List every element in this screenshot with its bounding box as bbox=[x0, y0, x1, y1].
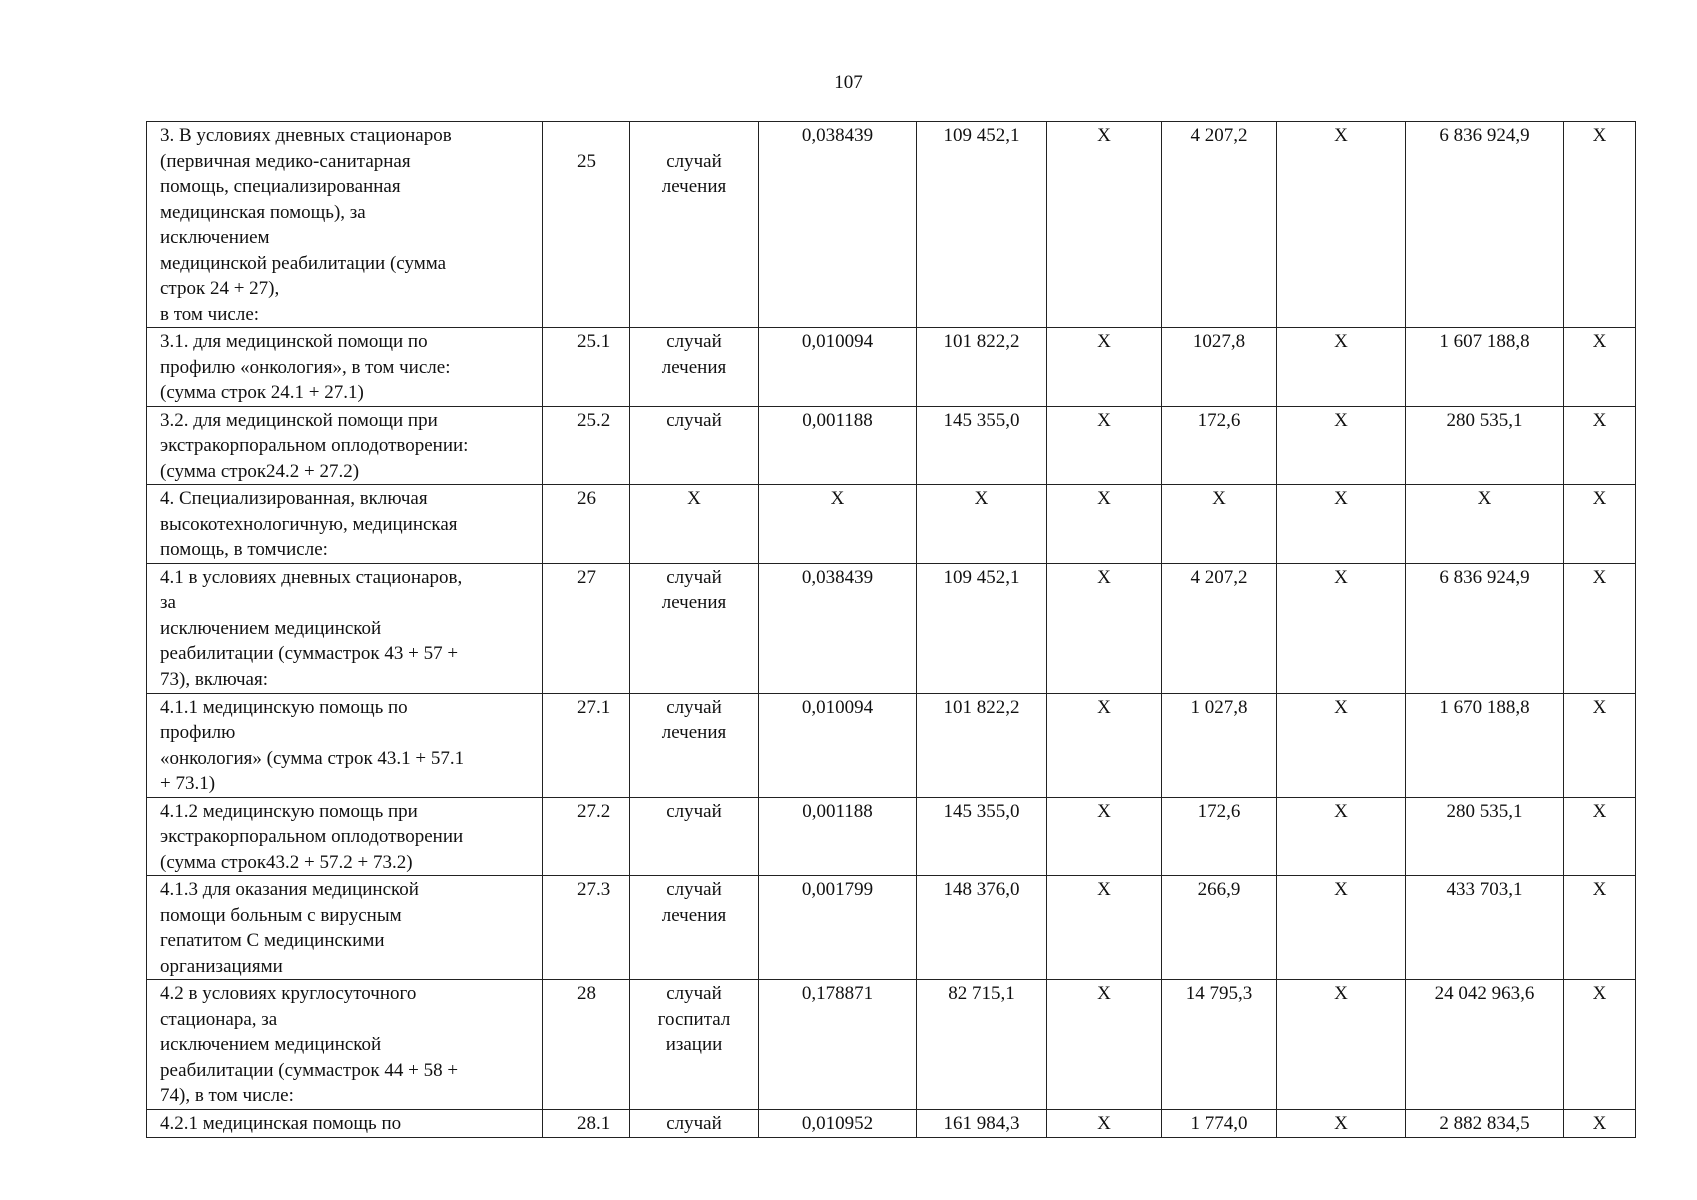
cell-value-2: 148 376,0 bbox=[917, 876, 1047, 980]
row-number: 25.2 bbox=[543, 406, 630, 485]
row-number: 27.2 bbox=[543, 797, 630, 876]
row-unit: случай госпитал изации bbox=[630, 980, 759, 1110]
cell-value-3: Х bbox=[1047, 876, 1162, 980]
row-description: 4.1.2 медицинскую помощь при экстракорпоральном оплодотворении (сумма строк43.2 + 57.2 + 73.2) bbox=[147, 797, 543, 876]
cell-value-5: Х bbox=[1277, 122, 1406, 328]
cell-value-3: Х bbox=[1047, 122, 1162, 328]
row-unit: случай лечения bbox=[630, 122, 759, 328]
cell-value-4: 4 207,2 bbox=[1162, 563, 1277, 693]
cell-value-6: 433 703,1 bbox=[1406, 876, 1564, 980]
cell-value-1: 0,001799 bbox=[759, 876, 917, 980]
cell-value-3: Х bbox=[1047, 406, 1162, 485]
table-row bbox=[147, 563, 1636, 693]
cell-value-6: Х bbox=[1406, 485, 1564, 564]
cell-value-3: Х bbox=[1047, 797, 1162, 876]
cell-value-7: Х bbox=[1564, 980, 1636, 1110]
row-unit: случай bbox=[630, 406, 759, 485]
cell-value-4: 266,9 bbox=[1162, 876, 1277, 980]
row-description: 3. В условиях дневных стационаров (первичная медико-санитарная помощь, специализированная медицинская помощь), за исключением медицинской реабилитации (сумма строк 24 + 27), в том числе: bbox=[147, 122, 543, 328]
cell-value-6: 280 535,1 bbox=[1406, 797, 1564, 876]
page-number: 107 bbox=[834, 72, 863, 93]
cell-value-4: 1 027,8 bbox=[1162, 693, 1277, 797]
cell-value-7: Х bbox=[1564, 485, 1636, 564]
cell-value-6: 280 535,1 bbox=[1406, 406, 1564, 485]
cell-value-7: Х bbox=[1564, 876, 1636, 980]
cell-value-1: 0,038439 bbox=[759, 122, 917, 328]
cell-value-3: Х bbox=[1047, 485, 1162, 564]
table-row bbox=[147, 797, 1636, 876]
cell-value-4: 172,6 bbox=[1162, 406, 1277, 485]
cell-value-3: Х bbox=[1047, 328, 1162, 407]
cell-value-1: 0,010094 bbox=[759, 693, 917, 797]
cell-value-2: 109 452,1 bbox=[917, 122, 1047, 328]
cell-value-4: 1027,8 bbox=[1162, 328, 1277, 407]
cell-value-5: Х bbox=[1277, 485, 1406, 564]
row-number: 28.1 bbox=[543, 1110, 630, 1138]
cell-value-3: Х bbox=[1047, 693, 1162, 797]
cell-value-6: 6 836 924,9 bbox=[1406, 563, 1564, 693]
cell-value-2: 101 822,2 bbox=[917, 693, 1047, 797]
row-unit: случай bbox=[630, 797, 759, 876]
cell-value-4: 14 795,3 bbox=[1162, 980, 1277, 1110]
cell-value-7: Х bbox=[1564, 328, 1636, 407]
table-row bbox=[147, 1110, 1636, 1138]
cell-value-3: Х bbox=[1047, 980, 1162, 1110]
table-row bbox=[147, 876, 1636, 980]
cell-value-5: Х bbox=[1277, 876, 1406, 980]
cell-value-2: Х bbox=[917, 485, 1047, 564]
cell-value-5: Х bbox=[1277, 693, 1406, 797]
row-description: 4.1.3 для оказания медицинской помощи больным с вирусным гепатитом С медицинскими организациями bbox=[147, 876, 543, 980]
cell-value-3: Х bbox=[1047, 1110, 1162, 1138]
table-row bbox=[147, 328, 1636, 407]
cell-value-2: 145 355,0 bbox=[917, 797, 1047, 876]
row-unit: случай bbox=[630, 1110, 759, 1138]
cell-value-5: Х bbox=[1277, 406, 1406, 485]
row-number: 26 bbox=[543, 485, 630, 564]
cell-value-6: 1 607 188,8 bbox=[1406, 328, 1564, 407]
cell-value-7: Х bbox=[1564, 1110, 1636, 1138]
row-number: 27 bbox=[543, 563, 630, 693]
row-unit: случай лечения bbox=[630, 876, 759, 980]
cell-value-1: 0,038439 bbox=[759, 563, 917, 693]
cell-value-5: Х bbox=[1277, 1110, 1406, 1138]
cell-value-2: 145 355,0 bbox=[917, 406, 1047, 485]
row-number: 28 bbox=[543, 980, 630, 1110]
cell-value-7: Х bbox=[1564, 122, 1636, 328]
cell-value-5: Х bbox=[1277, 797, 1406, 876]
cell-value-1: Х bbox=[759, 485, 917, 564]
cell-value-1: 0,001188 bbox=[759, 797, 917, 876]
cell-value-6: 6 836 924,9 bbox=[1406, 122, 1564, 328]
cell-value-4: Х bbox=[1162, 485, 1277, 564]
row-description: 4. Специализированная, включая высокотехнологичную, медицинская помощь, в томчисле: bbox=[147, 485, 543, 564]
row-unit: случай лечения bbox=[630, 328, 759, 407]
row-number: 25 bbox=[543, 122, 630, 328]
cell-value-7: Х bbox=[1564, 797, 1636, 876]
row-description: 4.2.1 медицинская помощь по bbox=[147, 1110, 543, 1138]
row-number: 25.1 bbox=[543, 328, 630, 407]
cell-value-7: Х bbox=[1564, 563, 1636, 693]
row-number: 27.1 bbox=[543, 693, 630, 797]
table-row bbox=[147, 980, 1636, 1110]
cell-value-1: 0,001188 bbox=[759, 406, 917, 485]
row-unit: Х bbox=[630, 485, 759, 564]
cell-value-2: 101 822,2 bbox=[917, 328, 1047, 407]
row-unit: случай лечения bbox=[630, 563, 759, 693]
cell-value-4: 172,6 bbox=[1162, 797, 1277, 876]
cell-value-2: 82 715,1 bbox=[917, 980, 1047, 1110]
row-description: 4.2 в условиях круглосуточного стационара, за исключением медицинской реабилитации (суммастрок 44 + 58 + 74), в том числе: bbox=[147, 980, 543, 1110]
row-description: 3.2. для медицинской помощи при экстракорпоральном оплодотворении: (сумма строк24.2 + 27.2) bbox=[147, 406, 543, 485]
cell-value-5: Х bbox=[1277, 980, 1406, 1110]
cell-value-6: 2 882 834,5 bbox=[1406, 1110, 1564, 1138]
cell-value-3: Х bbox=[1047, 563, 1162, 693]
row-description: 4.1 в условиях дневных стационаров, за исключением медицинской реабилитации (суммастрок 43 + 57 + 73), включая: bbox=[147, 563, 543, 693]
table-row bbox=[147, 406, 1636, 485]
table-row bbox=[147, 693, 1636, 797]
row-number: 27.3 bbox=[543, 876, 630, 980]
cell-value-2: 161 984,3 bbox=[917, 1110, 1047, 1138]
data-table bbox=[146, 121, 1636, 1138]
cell-value-4: 4 207,2 bbox=[1162, 122, 1277, 328]
cell-value-1: 0,010952 bbox=[759, 1110, 917, 1138]
cell-value-5: Х bbox=[1277, 563, 1406, 693]
table-row bbox=[147, 122, 1636, 328]
cell-value-4: 1 774,0 bbox=[1162, 1110, 1277, 1138]
cell-value-7: Х bbox=[1564, 406, 1636, 485]
cell-value-2: 109 452,1 bbox=[917, 563, 1047, 693]
row-description: 4.1.1 медицинскую помощь по профилю «онкология» (сумма строк 43.1 + 57.1 + 73.1) bbox=[147, 693, 543, 797]
row-unit: случай лечения bbox=[630, 693, 759, 797]
cell-value-1: 0,178871 bbox=[759, 980, 917, 1110]
cell-value-6: 24 042 963,6 bbox=[1406, 980, 1564, 1110]
cell-value-7: Х bbox=[1564, 693, 1636, 797]
row-description: 3.1. для медицинской помощи по профилю «онкология», в том числе: (сумма строк 24.1 + 27.1) bbox=[147, 328, 543, 407]
cell-value-6: 1 670 188,8 bbox=[1406, 693, 1564, 797]
table-row bbox=[147, 485, 1636, 564]
cell-value-5: Х bbox=[1277, 328, 1406, 407]
cell-value-1: 0,010094 bbox=[759, 328, 917, 407]
